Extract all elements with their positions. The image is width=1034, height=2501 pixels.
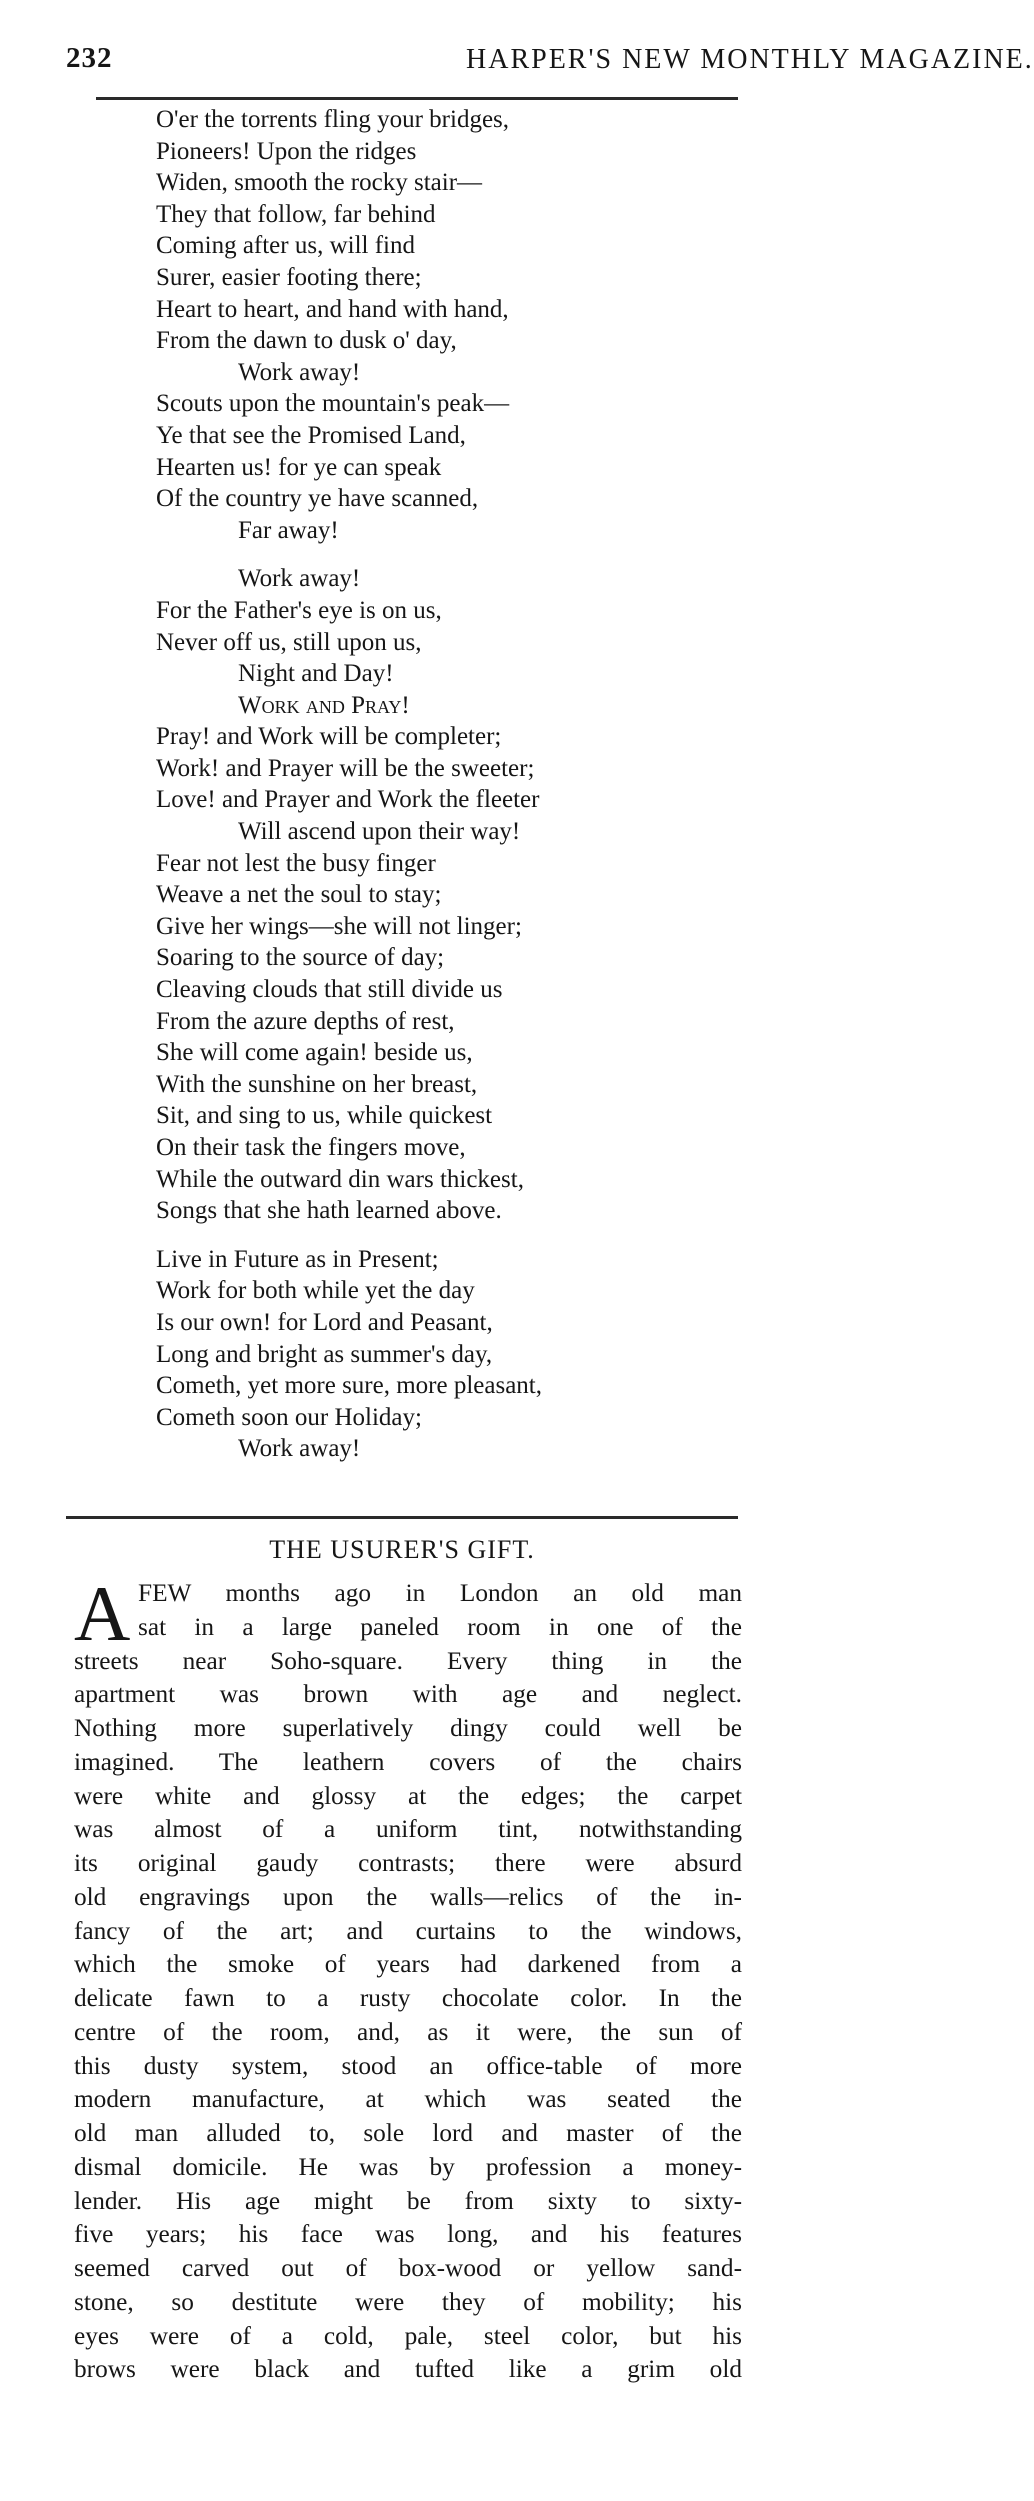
article-line: apartment was brown with age and neglect. [74, 1680, 742, 1709]
poem-line: Widen, smooth the rocky stair— [156, 169, 483, 197]
article-line: sat in a large paneled room in one of the [138, 1612, 742, 1641]
poem-line: Hearten us! for ye can speak [156, 453, 442, 481]
article-line: its original gaudy contrasts; there were absurd [74, 1849, 742, 1877]
poem-line: Far away! [238, 516, 339, 544]
article-line: lender. His age might be from sixty to sixty- [74, 2186, 742, 2215]
article-line: were white and glossy at the edges; the carpet [74, 1781, 742, 1810]
poem-line: On their task the fingers move, [156, 1134, 466, 1161]
poem-line: Pioneers! Upon the ridges [156, 137, 417, 165]
article-line: FEW months ago in London an old man [138, 1579, 742, 1607]
poem-line: Long and bright as summer's day, [156, 1340, 493, 1368]
article-line: Nothing more superlatively dingy could well be [74, 1714, 742, 1742]
article-title: THE USURER'S GIFT. [269, 1535, 535, 1564]
poem-line: Work for both while yet the day [156, 1277, 475, 1305]
poem-line: With the sunshine on her breast, [156, 1070, 478, 1098]
article-line: delicate fawn to a rusty chocolate color. In the [74, 1984, 742, 2012]
poem-line: Give her wings—she will not linger; [156, 912, 522, 940]
poem-line: Songs that she hath learned above. [156, 1197, 502, 1225]
article-line: streets near Soho-square. Every thing in the [74, 1646, 742, 1675]
drop-cap: A [74, 1570, 131, 1657]
poem-line: Never off us, still upon us, [156, 628, 422, 656]
poem-line: Work away! [238, 1435, 361, 1463]
poem-line: Pray! and Work will be completer; [156, 723, 502, 751]
article-line: brows were black and tufted like a grim old [74, 2355, 742, 2384]
poem-line: Work away! [238, 565, 361, 593]
article-line: old man alluded to, sole lord and master of the [74, 2119, 742, 2147]
article-line: eyes were of a cold, pale, steel color, but his [74, 2321, 742, 2350]
page-number: 232 [66, 42, 113, 74]
poem-line: Heart to heart, and hand with hand, [156, 295, 509, 323]
header-rule [96, 97, 738, 100]
article-line: dismal domicile. He was by profession a money- [74, 2152, 742, 2181]
poem-line: Coming after us, will find [156, 232, 415, 260]
poem-line: Work and Pray! [238, 691, 410, 719]
article-body [74, 1570, 742, 2387]
section-divider [66, 1516, 738, 1519]
article-line: was almost of a uniform tint, notwithstanding [74, 1815, 742, 1844]
article-line: modern manufacture, at which was seated the [74, 2085, 742, 2114]
poem-line: Cometh, yet more sure, more pleasant, [156, 1372, 542, 1400]
poem-line: Of the country ye have scanned, [156, 485, 479, 513]
poem-line: Soaring to the source of day; [156, 944, 445, 972]
poem-line: Is our own! for Lord and Peasant, [156, 1308, 493, 1336]
poem-line: Night and Day! [238, 660, 394, 688]
article-line: old engravings upon the walls—relics of the in- [74, 1882, 742, 1911]
poem-line: From the azure depths of rest, [156, 1007, 455, 1035]
article-line: fancy of the art; and curtains to the windows, [74, 1916, 742, 1945]
poem-line: Fear not lest the busy finger [156, 849, 436, 877]
poem-line: While the outward din wars thickest, [156, 1165, 524, 1193]
poem-line: Scouts upon the mountain's peak— [156, 390, 510, 418]
poem-line: Cleaving clouds that still divide us [156, 976, 503, 1004]
poem-line: She will come again! beside us, [156, 1039, 473, 1067]
poem-line: Weave a net the soul to stay; [156, 881, 442, 909]
poem-line: O'er the torrents fling your bridges, [156, 106, 510, 133]
poem [0, 104, 773, 1465]
poem-stanza [0, 563, 773, 1226]
article-line: seemed carved out of box-wood or yellow sand- [74, 2254, 742, 2282]
article-line: which the smoke of years had darkened from a [74, 1950, 742, 1979]
poem-line: Will ascend upon their way! [238, 818, 521, 846]
page-header [66, 42, 1034, 92]
poem-line: From the dawn to dusk o' day, [156, 327, 457, 355]
poem-line: Surer, easier footing there; [156, 263, 422, 291]
article-line: this dusty system, stood an office-table of more [74, 2051, 742, 2080]
poem-line: Love! and Prayer and Work the fleeter [156, 786, 540, 814]
poem-line: They that follow, far behind [156, 200, 436, 228]
article-line: stone, so destitute were they of mobility; his [74, 2287, 742, 2316]
poem-line: Cometh soon our Holiday; [156, 1403, 422, 1431]
poem-line: Live in Future as in Present; [156, 1245, 439, 1273]
article-line: five years; his face was long, and his features [74, 2220, 742, 2249]
poem-line: Work away! [238, 358, 361, 386]
poem-line: For the Father's eye is on us, [156, 596, 442, 624]
poem-line: Work! and Prayer will be the sweeter; [156, 754, 535, 782]
article-line: imagined. The leathern covers of the chairs [74, 1747, 742, 1776]
running-head: HARPER'S NEW MONTHLY MAGAZINE. [466, 44, 1034, 75]
article-line: centre of the room, and, as it were, the sun of [74, 2017, 742, 2046]
poem-line: Ye that see the Promised Land, [156, 421, 466, 449]
poem-stanza [0, 1244, 773, 1465]
poem-line: Sit, and sing to us, while quickest [156, 1102, 493, 1130]
poem-stanza [0, 104, 773, 546]
